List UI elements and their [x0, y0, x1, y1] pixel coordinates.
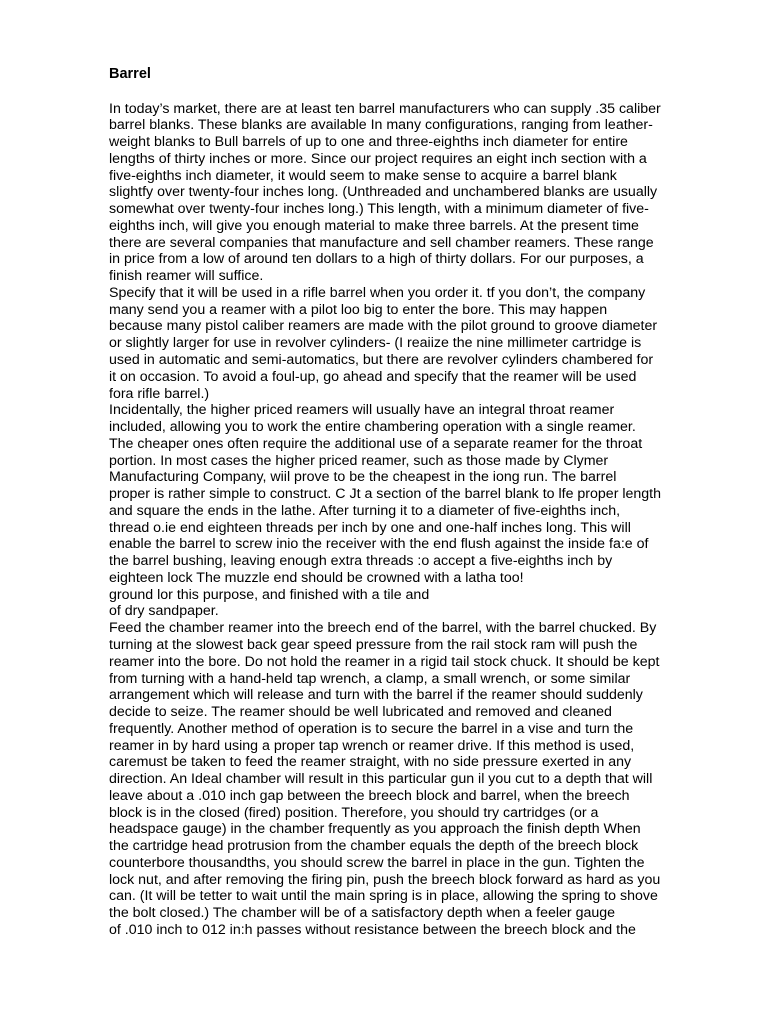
text-line: ground lor this purpose, and finished with a tile and: [109, 586, 430, 603]
text-line: eighths inch, will give you enough material to make three barrels. At the present time: [109, 217, 639, 234]
text-line: direction. An Ideal chamber will result in this particular gun il you cut to a depth that will: [109, 771, 653, 788]
text-line: or slightly larger for use in revolver cylinders- (I reaiize the nine millimeter cartridge is: [109, 335, 642, 352]
text-line: proper is rather simple to construct. C Jt a section of the barrel blank to lfe proper length: [109, 486, 662, 503]
paragraph-gap: [109, 83, 721, 101]
text-line: thread o.ie end eighteen threads per inch by one and one-half inches long. This will: [109, 519, 631, 536]
text-line: included, allowing you to work the entire chambering operation with a single reamer.: [109, 419, 636, 436]
text-line: counterbore thousandths, you should screw the barrel in place in the gun. Tighten the: [109, 854, 645, 871]
text-line: fora rifle barrel.): [109, 385, 210, 402]
text-line: block is in the closed (fired) position. Therefore, you should try cartridges (or a: [109, 804, 599, 821]
text-line: lock nut, and after removing the firing pin, push the breech block forward as hard as you: [109, 871, 661, 888]
text-line: and square the ends in the lathe. After turning it to a diameter of five-eighths inch,: [109, 502, 621, 519]
text-line: of dry sandpaper.: [109, 603, 219, 620]
text-line: reamer into the bore. Do not hold the reamer in a rigid tail stock chuck. It should be kept: [109, 653, 660, 670]
body-text: [109, 101, 721, 939]
text-line: In today’s market, there are at least ten barrel manufacturers who can supply .35 caliber: [109, 100, 661, 117]
text-line: Incidentally, the higher priced reamers will usually have an integral throat reamer: [109, 402, 615, 419]
text-line: there are several companies that manufacture and sell chamber reamers. These range: [109, 234, 654, 251]
text-line: finish reamer will suffice.: [109, 268, 264, 285]
text-line: headspace gauge) in the chamber frequently as you approach the finish depth When: [109, 821, 641, 838]
text-line: from turning with a hand-held tap wrench, a clamp, a small wrench, or some similar: [109, 670, 631, 687]
text-line: can. (It will be tetter to wait until the main spring is in place, allowing the spring to shove: [109, 888, 658, 905]
text-line: leave about a .010 inch gap between the breech block and barrel, when the breech: [109, 787, 630, 804]
text-line: Specify that it will be used in a rifle barrel when you order it. tf you don’t, the company: [109, 284, 646, 301]
text-line: many send you a reamer with a pilot loo big to enter the bore. This may happen: [109, 301, 608, 318]
text-line: the bolt closed.) The chamber will be of a satisfactory depth when a feeler gauge: [109, 905, 616, 922]
text-line: in price from a low of around ten dollars to a high of thirty dollars. For our purposes, a: [109, 251, 644, 268]
text-line: it on occasion. To avoid a foul-up, go ahead and specify that the reamer will be used: [109, 368, 637, 385]
text-line: barrel blanks. These blanks are available In many configurations, ranging from leather-: [109, 117, 653, 134]
text-line: The cheaper ones often require the additional use of a separate reamer for the throat: [109, 435, 643, 452]
text-line: caremust be taken to feed the reamer straight, with no side pressure exerted in any: [109, 754, 632, 771]
text-line: the barrel bushing, leaving enough extra threads :o accept a five-eighths inch by: [109, 553, 613, 570]
text-line: used in automatic and semi-automatics, but there are revolver cylinders chambered for: [109, 351, 654, 368]
text-line: somewhat over twenty-four inches long.) This length, with a minimum diameter of five-: [109, 201, 649, 218]
text-line: of .010 inch to 012 in:h passes without resistance between the breech block and the: [109, 922, 636, 939]
text-line: arrangement which will release and turn with the barrel if the reamer should suddenly: [109, 687, 643, 704]
text-line: reamer in by hard using a proper tap wrench or reamer drive. If this method is used,: [109, 737, 635, 754]
text-line: decide to seize. The reamer should be well lubricated and removed and cleaned: [109, 704, 612, 721]
text-line: because many pistol caliber reamers are made with the pilot ground to groove diameter: [109, 318, 658, 335]
text-line: five-eighths inch diameter, it would seem to make sense to acquire a barrel blank: [109, 167, 617, 184]
section-heading: Barrel: [109, 66, 151, 82]
text-line: turning at the slowest back gear speed pressure from the rail stock ram will push the: [109, 637, 638, 653]
text-line: Manufacturing Company, wiil prove to be the cheapest in the iong run. The barrel: [109, 469, 617, 486]
text-line: portion. In most cases the higher priced reamer, such as those made by Clymer: [109, 452, 609, 469]
text-line: the cartridge head protrusion from the chamber equals the depth of the breech block: [109, 838, 639, 855]
text-line: enable the barrel to screw inio the receiver with the end flush against the inside fa:e of: [109, 536, 649, 553]
document-page: [109, 66, 721, 939]
text-line: slightfy over twenty-four inches long. (Unthreaded and unchambered blanks are usually: [109, 184, 658, 201]
text-line: frequently. Another method of operation is to secure the barrel in a vise and turn the: [109, 720, 634, 737]
text-line: Feed the chamber reamer into the breech end of the barrel, with the barrel chucked. By: [109, 620, 657, 637]
text-line: lengths of thirty inches or more. Since our project requires an eight inch section with a: [109, 150, 647, 167]
text-line: weight blanks to Bull barrels of up to one and three-eighths inch diameter for entire: [109, 134, 628, 151]
text-line: eighteen lock The muzzle end should be crowned with a latha too!: [109, 569, 524, 586]
